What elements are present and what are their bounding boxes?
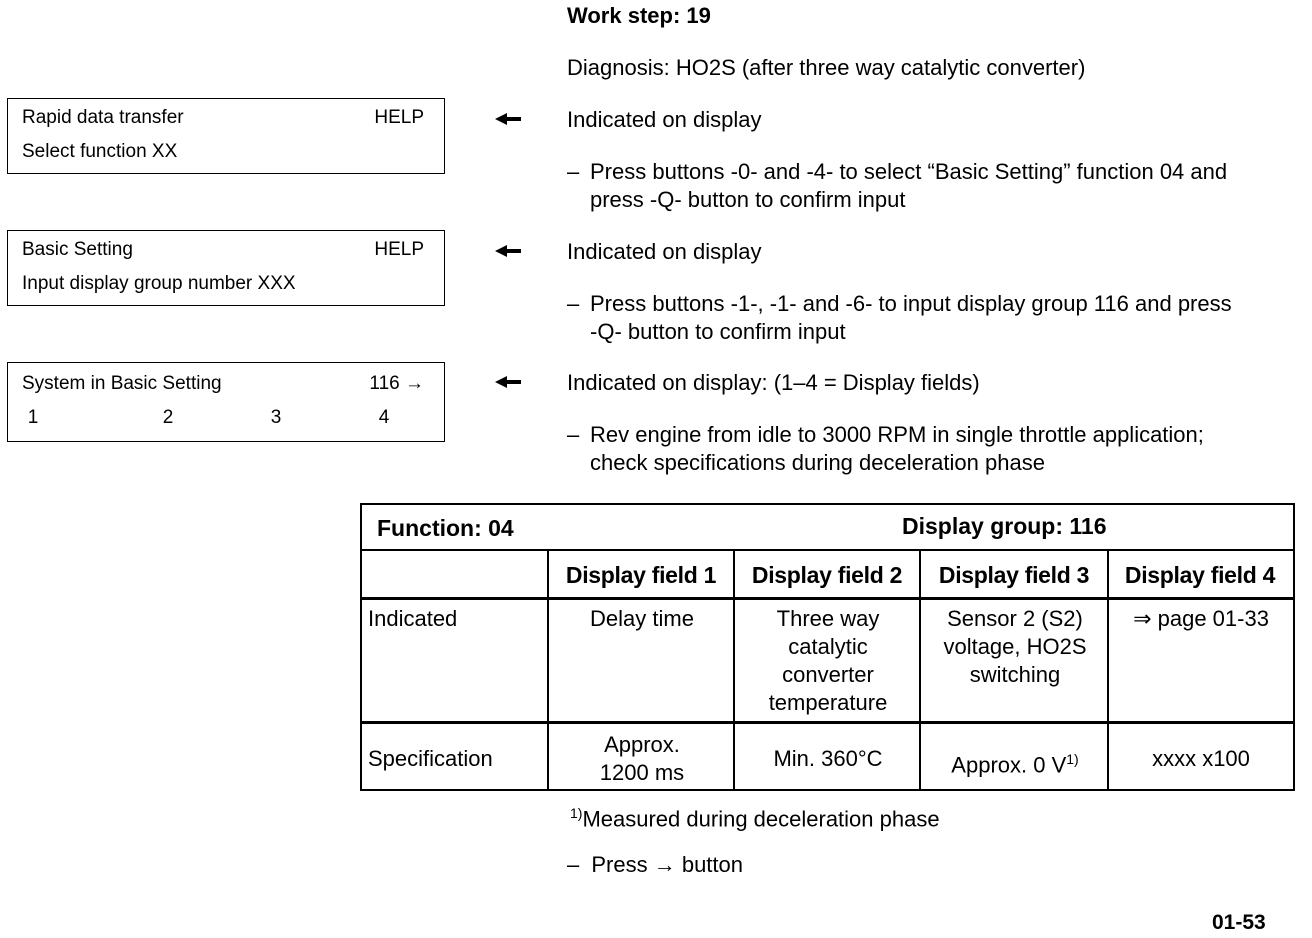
display-box-group-text: 116 → <box>369 373 424 394</box>
dash-bullet: – <box>567 422 580 447</box>
cell-line: Sensor 2 (S2) <box>947 606 1083 631</box>
column-header-display-field-2: Display field 2 <box>751 562 903 588</box>
pointer-arrow-icon <box>493 111 523 127</box>
instruction-line: check specifications during deceleration phase <box>590 450 1045 475</box>
cell-line: ⇒ page 01-33 <box>1133 606 1269 631</box>
display-box-system-basic-setting <box>7 362 445 442</box>
specification-field-2 <box>735 745 921 773</box>
pointer-arrow-icon <box>493 374 523 390</box>
column-header-display-field-4: Display field 4 <box>1124 562 1276 588</box>
display-field-4: 4 <box>378 407 390 428</box>
cell-line: voltage, HO2S <box>943 634 1087 659</box>
specification-field-3 <box>921 745 1109 779</box>
display-box-line2-text: Select function XX <box>22 141 178 162</box>
instruction-line: -Q- button to confirm input <box>590 319 846 344</box>
display-field-3: 3 <box>270 407 282 428</box>
instruction-line: press -Q- button to confirm input <box>590 187 906 212</box>
footnote-text: Measured during deceleration phase <box>582 806 940 832</box>
column-header-display-field-1: Display field 1 <box>565 562 717 588</box>
cell-line: converter <box>782 662 874 687</box>
instruction-line: Press buttons -1-, -1- and -6- to input display group 116 and press <box>590 291 1232 316</box>
row-label-indicated: Indicated <box>368 606 458 631</box>
display-box-help-text: HELP <box>374 107 424 128</box>
pointer-arrow-icon <box>493 243 523 259</box>
display-box-help-text: HELP <box>374 239 424 260</box>
work-step-heading: Work step: 19 <box>567 3 711 28</box>
display-box-rapid-data <box>7 98 445 174</box>
footnote-mark: 1) <box>570 805 583 821</box>
display-box-line1-text: Rapid data transfer <box>22 107 184 128</box>
final-instruction <box>567 851 743 879</box>
specification-field-1 <box>549 731 735 787</box>
display-group-label: Display group: 116 <box>902 513 1107 539</box>
cell-line: 1200 ms <box>599 760 685 785</box>
display-box-line1-text: Basic Setting <box>22 239 133 260</box>
final-instruction-text: Press → button <box>591 852 744 877</box>
function-label: Function: 04 <box>377 515 514 541</box>
display-field-2: 2 <box>162 407 174 428</box>
indicated-on-display-text: Indicated on display: (1–4 = Display fields) <box>567 370 980 395</box>
indicated-field-1 <box>549 605 735 633</box>
indicated-field-4 <box>1109 605 1293 633</box>
display-box-basic-setting <box>7 230 445 306</box>
page-number: 01-53 <box>1212 911 1266 934</box>
column-header-display-field-3: Display field 3 <box>938 562 1090 588</box>
display-field-1: 1 <box>27 407 39 428</box>
cell-line: Delay time <box>590 606 694 631</box>
instruction-line: Press buttons -0- and -4- to select “Basic Setting” function 04 and <box>590 159 1228 184</box>
dash-bullet: – <box>567 159 580 184</box>
cell-line: xxxx x100 <box>1152 746 1250 771</box>
dash-bullet: – <box>567 852 580 877</box>
cell-line: Min. 360°C <box>773 746 883 771</box>
specification-field-4 <box>1109 745 1293 773</box>
specification-table <box>360 503 1295 791</box>
dash-bullet: – <box>567 291 580 316</box>
cell-line: catalytic <box>788 634 868 659</box>
row-label-specification: Specification <box>368 746 493 771</box>
display-box-line1-text: System in Basic Setting <box>22 373 222 394</box>
cell-line: temperature <box>768 690 888 715</box>
indicated-field-3 <box>921 605 1109 689</box>
cell-line: switching <box>969 662 1061 687</box>
footnote-marker: 1) <box>1066 751 1079 767</box>
cell-line: Three way <box>776 606 880 631</box>
cell-line: Approx. 0 V <box>951 752 1067 778</box>
cell-line: Approx. <box>604 732 680 757</box>
diagnosis-heading: Diagnosis: HO2S (after three way catalytic converter) <box>567 55 1086 80</box>
indicated-on-display-text: Indicated on display <box>567 107 762 132</box>
instruction-line: Rev engine from idle to 3000 RPM in single throttle application; <box>590 422 1204 447</box>
footnote <box>570 799 940 833</box>
indicated-field-2 <box>735 605 921 717</box>
display-box-line2-text: Input display group number XXX <box>22 273 296 294</box>
indicated-on-display-text: Indicated on display <box>567 239 762 264</box>
